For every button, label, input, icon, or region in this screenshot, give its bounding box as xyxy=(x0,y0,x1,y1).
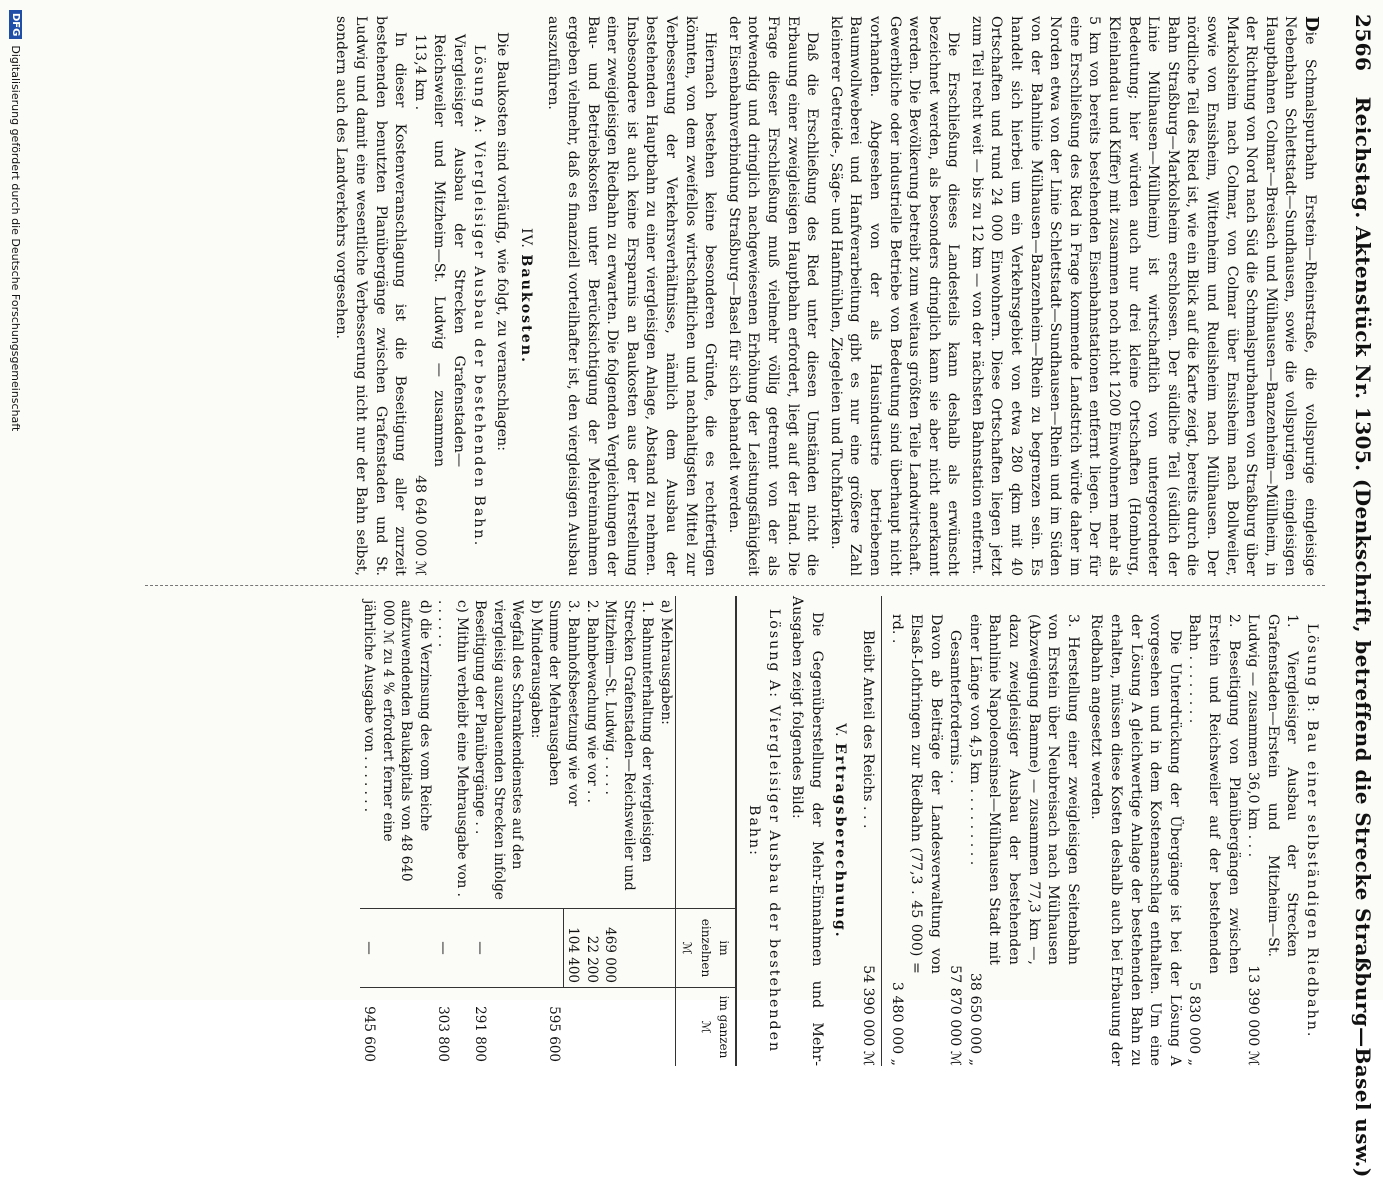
table-row xyxy=(601,596,657,1066)
a-sum-label: Summe der Mehrausgaben xyxy=(546,600,563,786)
loesung-a-item xyxy=(409,16,468,576)
table-header-ganzen xyxy=(675,988,736,1067)
a1-amount: 469 000 xyxy=(601,909,657,988)
b2-amount: 5 830 000 „ xyxy=(1186,981,1203,1066)
section-4-number: IV. xyxy=(517,227,534,249)
loesung-b-heading: Lösung B: Bau einer selbständigen Riedbahn. xyxy=(1304,623,1320,1039)
b1-amount: 13 390 000 ℳ xyxy=(1245,965,1262,1066)
loesung-a-heading: Lösung A: Viergleisiger Ausbau der bestehenden Bahn. xyxy=(470,44,487,548)
paragraph-4: Hiernach bestehen keine besonderen Gründe, die es rechtfertigen könnten, von dem zweifellos wirtschaftlichen und nachhaltigsten Mittel zur Verbesserung der Verkehrsverhältnisse, nämlich dem Ausbau der bestehenden Hauptbahn zu einer viergleisigen Anlage, Abstand zu nehmen. Insbesondere ist auch keine Ersparnis an Baukosten aus der Herstellung einer zweigleisigen Riedbahn zu erwarten. Die folgenden Vergleichungen der Bau- und Betriebskosten unter Berücksichtigung der Mehreinnahmen ergeben vielmehr, daß es finanziell vorteilhafter ist, den viergleisigen Ausbau auszuführen. xyxy=(545,16,719,576)
remain-row xyxy=(857,596,877,1066)
running-title: Reichstag. Aktenstück Nr. 1305. (Denkschrift, betreffend die Strecke Straßburg—Basel usw.) xyxy=(1351,96,1375,1178)
section-5-intro: Die Gegenüberstellung der Mehr-Einnahmen und Mehr-Ausgaben zeigt folgendes Bild: xyxy=(789,596,825,1066)
a3-text: 3. Bahnhofsbesetzung wie vor xyxy=(564,600,581,807)
b-label: b) Minderausgaben: xyxy=(527,600,544,739)
deduct-row xyxy=(886,596,945,1066)
section-4-intro: Die Baukosten sind vorläufig, wie folgt, zu veranschlagen: xyxy=(494,32,511,451)
table-row xyxy=(582,596,601,1066)
header-einzeln-label: im einzelnen xyxy=(698,918,732,978)
b3-item xyxy=(964,596,1082,1066)
right-column xyxy=(360,596,1321,1066)
page-number: 2566 xyxy=(1351,14,1375,72)
c-amount: 303 800 xyxy=(434,988,471,1067)
deduct-text: Davon ab Beiträge der Landesverwaltung von Elsaß-Lothringen zur Riedbahn (77,3 . 45 000) = rd. . xyxy=(888,614,944,974)
cell-empty xyxy=(526,909,545,988)
digitization-footer xyxy=(5,10,27,1000)
total-label: Gesamterfordernis . . xyxy=(947,630,964,784)
table-header-blank xyxy=(675,596,736,909)
paragraph-1-text: ie Schmalspurbahn Erstein—Rheinstraße, die vollspurige eingleisige Nebenbahn Schlettstadt—Sundhausen, sowie die vollspurigen eingleisigen Hauptbahnen Colmar—Breisach und Mülhausen—Banzenheim—Müllheim, in der Richtung von Nord nach Süd die Schmalspurbahnen von Straßburg über Markolsheim nach Colmar, von Colmar über Ensisheim nach Bollweiler, sowie von Ensisheim, Wittenheim und Ruelisheim nach Mülhausen. Der nördliche Teil des Ried ist, wie ein Blick auf die Karte zeigt, bereits durch die Bahn Straßburg—Markolsheim erschlossen. Der südliche Teil (südlich der Linie Mülhausen—Müllheim) ist wirtschaftlich von untergeordneter Bedeutung; hier würden auch nur drei kleine Ortschaften (Homburg, Kleinlandau und Kiffer) mit zusammen noch nicht 1200 Einwohnern mehr als 5 km von bereits bestehenden Eisenbahnstationen entfernt liegen. Der für eine Erschließung des Ried in Frage kommende Landstrich würde daher im Norden etwa von der Linie Schlettstadt—Sundhausen—Rhein und im Süden von der Bahnlinie Mülhausen—Banzenheim—Rhein zu begrenzen sein. Es handelt sich hierbei um ein Verkehrsgebiet von etwa 280 qkm mit 40 Ortschaften und rund 24 000 Einwohnern. Diese Ortschaften liegen jetzt zum Teil recht weit — bis zu 12 km — von der nächsten Bahnstation entfernt. xyxy=(968,16,1318,576)
paragraph-2: Die Erschließung dieses Landesteils kann deshalb als erwünscht bezeichnet werden, als besonders dringlich kann sie aber nicht anerkannt werden. Die Bevölkerung betreibt zum weitaus größten Teile Landwirtschaft. Gewerbliche oder industrielle Betriebe von Bedeutung sind überhaupt nicht vorhanden. Abgesehen von der als Hausindustrie betriebenen Baumwollweberei und Hanfverarbeitung gibt es nur eine größere Zahl kleinerer Getreide-, Säge- und Hanfmühlen, Ziegeleien und Tuchfabriken. xyxy=(827,16,962,576)
table-row xyxy=(526,596,545,1066)
c-text: c) Mithin verbleibt eine Mehrausgabe von . . . . . . . xyxy=(435,600,470,897)
drop-cap: D xyxy=(1301,16,1322,32)
b1-text: 1. Viergleisiger Ausbau der Strecken Grafenstaden—Erstein und Mitzheim—St. Ludwig — zusammen 36,0 km . . . xyxy=(1245,614,1301,958)
b-amount: 291 800 xyxy=(471,988,527,1067)
column-divider xyxy=(145,585,1325,586)
paragraph-1 xyxy=(966,16,1321,576)
table-row xyxy=(545,596,564,1066)
dfg-logo: DFG xyxy=(10,10,23,39)
sum-rule xyxy=(881,596,882,1066)
table-row xyxy=(360,596,434,1066)
cell-empty xyxy=(656,909,675,988)
section-4-title: Baukosten. xyxy=(517,254,534,365)
b-text: Wegfall des Schrankendienstes auf den viergleisig auszubauenden Strecken infolge Beseitigung der Planübergänge . . xyxy=(472,600,526,900)
b3-text: 3. Herstellung einer zweigleisigen Seitenbahn von Erstein über Neubreisach nach Mülhausen (Abzweigung Bamme) — zusammen 77,3 km —, dazu zweigleisiger Ausbau der bestehenden Bahnlinie Napoleonsinsel—Mülhausen Stadt mit einer Länge von 4,5 km . . . . . . . . . xyxy=(966,614,1081,965)
section-5-number: V. xyxy=(832,723,849,738)
table-row xyxy=(656,596,675,1066)
cell-empty xyxy=(582,988,601,1067)
remain-label: Bleibt Anteil des Reichs . . . xyxy=(859,630,876,829)
b2-text: 2. Beseitigung von Planübergängen zwischen Erstein und Reichsweiler auf der bestehenden Bahn . . . . . . . . xyxy=(1186,614,1242,974)
cell-empty xyxy=(656,988,675,1067)
header-einzeln-unit: ℳ xyxy=(680,941,695,955)
table-row xyxy=(563,596,582,1066)
footer-text: Digitalisierung gefördert durch die Deutsche Forschungsgemeinschaft xyxy=(9,45,23,432)
b3-amount: 38 650 000 „ xyxy=(966,972,983,1066)
page-header xyxy=(1335,14,1375,1178)
cell-empty xyxy=(526,988,545,1067)
cell-empty xyxy=(563,988,582,1067)
table-header-einzeln xyxy=(675,909,736,988)
d-amount: 945 600 xyxy=(360,988,434,1067)
header-ganzen-unit: ℳ xyxy=(698,1020,713,1034)
b2-note: Die Unterdrückung der Übergänge ist bei der Lösung A vorgesehen und in dem Kostenanschlag enthalten. Um eine der Lösung A gleichwertige Anlage der bestehenden Bahn zu erhalten, müssen diese Kosten deshalb auch bei Erbauung der Riedbahn angesetzt werden. xyxy=(1088,614,1183,1066)
loesung-a-item-text: Viergleisiger Ausbau der Strecken Grafenstaden—Reichsweiler und Mitzheim—St. Ludwig — zusammen 113,4 km . xyxy=(411,34,468,468)
section-5-heading xyxy=(830,596,850,1066)
d-text: d) die Verzinsung des vom Reiche aufzuwendenden Baukapitals von 48 640 000 ℳ zu 4 % erfordert ferner eine jährliche Ausgabe von . . . . . . . xyxy=(361,600,433,882)
paragraph-3: Daß die Erschließung des Ried unter diesen Umständen nicht die Erbauung einer zweigleisigen Hauptbahn erfordert, liegt auf der Hand. Die Frage dieser Erschließung muß vielmehr völlig getrennt von der als notwendig und dringlich nachgewiesenen Erhöhung der Leistungsfähigkeit der Eisenbahnverbindung Straßburg—Basel für sich behandelt werden. xyxy=(725,16,821,576)
a1-text: 1. Bahnunterhaltung der viergleisigen Strecken Grafenstaden—Reichsweiler und Mitzheim—St. Ludwig . . . . . xyxy=(602,600,656,891)
section-5-title: Ertragsberechnung. xyxy=(832,743,849,939)
header-ganzen-label: im ganzen xyxy=(717,995,732,1059)
left-column xyxy=(327,16,1321,576)
a3-amount: 104 400 xyxy=(563,909,582,988)
section-4-heading xyxy=(515,16,535,576)
deduct-amount: 3 480 000 „ xyxy=(888,981,905,1066)
table-row xyxy=(434,596,471,1066)
table-row xyxy=(471,596,527,1066)
paragraph-5: In dieser Kostenveranschlagung ist die Beseitigung aller zurzeit bestehenden benutzten Planübergänge zwischen Grafenstaden und St. Ludwig und damit eine wesentliche Verbesserung nicht nur der Bahn selbst, sondern auch des Landverkehrs vorgesehen. xyxy=(333,16,409,576)
a2-amount: 22 200 xyxy=(582,909,601,988)
a-sum-amount: 595 600 xyxy=(545,988,564,1067)
cell-empty xyxy=(545,909,564,988)
b2-item xyxy=(1184,596,1243,1066)
d-dash: — xyxy=(360,909,434,988)
b-dash: — xyxy=(471,909,527,988)
cell-empty xyxy=(601,988,657,1067)
loesung-a-amount: 48 640 000 ℳ xyxy=(411,475,428,576)
total-amount: 57 870 000 ℳ xyxy=(947,965,964,1066)
revenue-table xyxy=(360,596,738,1066)
total-row xyxy=(945,596,965,1066)
remain-amount: 54 390 000 ℳ xyxy=(859,965,876,1066)
a-label: a) Mehrausgaben: xyxy=(657,600,674,725)
a2-text: 2. Bahnbewachung wie vor . . xyxy=(583,600,600,803)
c-dash: — xyxy=(434,909,471,988)
table-heading: Lösung A: Viergleisiger Ausbau der bestehenden Bahn: xyxy=(745,608,782,1054)
b1-item xyxy=(1243,596,1302,1066)
table-header-row xyxy=(675,596,736,1066)
